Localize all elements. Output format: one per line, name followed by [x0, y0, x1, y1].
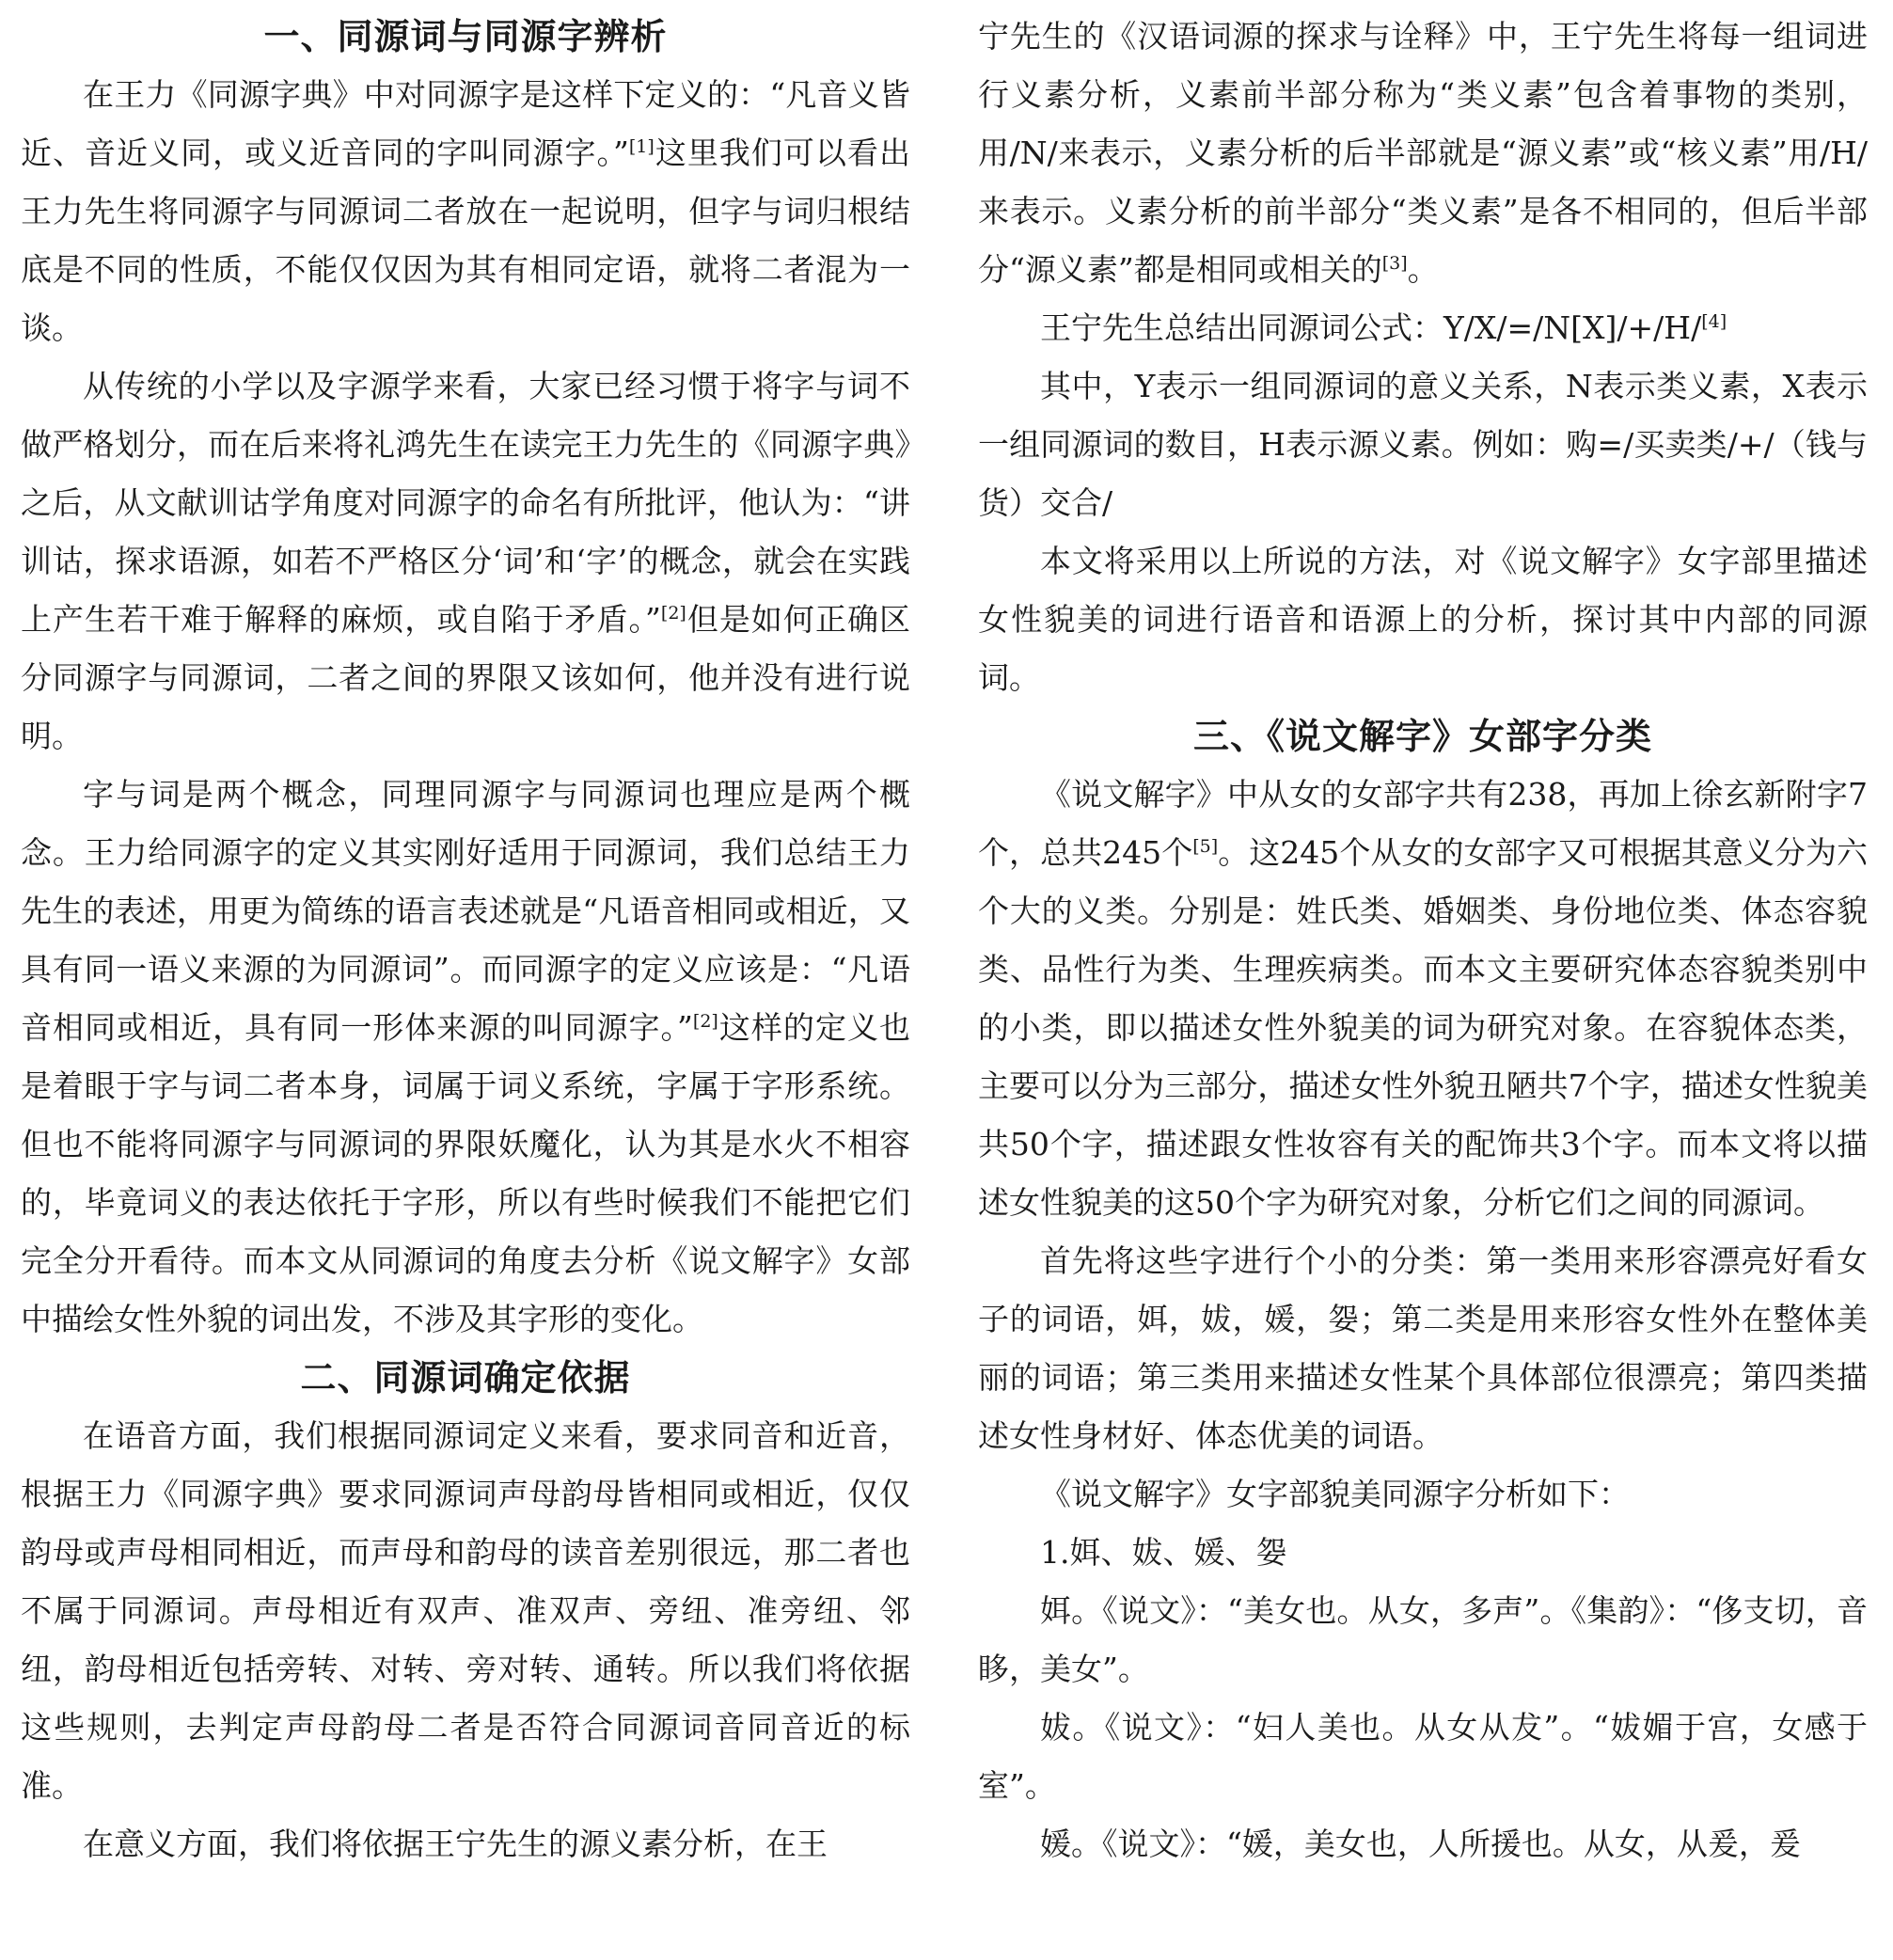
right-column [978, 8, 1868, 1873]
paragraph: 媛。《说文》：“媛，美女也，人所援也。从女，从爰，爰 [1040, 1826, 1801, 1862]
paragraph-text: 这里我们可以看出王力先生将同源字与同源词二者放在一起说明，但字与词归根结底是不同的性质，不能仅仅因为其有相同定语，就将二者混为一谈。 [21, 134, 911, 346]
paragraph [978, 766, 1868, 1232]
paragraph-text: 从传统的小学以及字源学来看，大家已经习惯于将字与词不做严格划分，而在后来将礼鸿先生在读完王力先生的《同源字典》之后，从文献训诂学角度对同源字的命名有所批评，他认为：“讲训诂，探求语源，如若不严格区分‘词’和‘字’的概念，就会在实践上产生若干难于解释的麻烦，或自陷于矛盾。” [21, 368, 910, 638]
paragraph-text: 。 [1407, 251, 1439, 288]
paragraph-text: 《说文解字》中从女的女部字共有238，再加上徐玄新附字7个，总共245个 [978, 776, 1868, 871]
paragraph [21, 766, 910, 1349]
section-heading-2: 二、同源词确定依据 [300, 1357, 631, 1399]
citation-ref: [1] [628, 136, 655, 157]
left-column [21, 8, 910, 1873]
paragraph [978, 8, 1868, 299]
citation-ref: [2] [660, 603, 686, 624]
paragraph [21, 357, 910, 766]
paragraph: 《说文解字》女字部貌美同源字分析如下： [1040, 1476, 1630, 1512]
paragraph-text: 字与词是两个概念，同理同源字与同源词也理应是两个概念。王力给同源字的定义其实刚好适用于同源词，我们总结王力先生的表述，用更为简练的语言表述就是“凡语音相同或相近，又具有同一语义来源的为同源词”。而同源字的定义应该是：“凡语音相同或相近，具有同一形体来源的叫同源字。” [21, 776, 910, 1046]
formula-paragraph [978, 299, 1868, 357]
paragraph [21, 66, 910, 357]
paragraph: 在语音方面，我们根据同源词定义来看，要求同音和近音，根据王力《同源字典》要求同源词声母韵母皆相同或相近，仅仅韵母或声母相同相近，而声母和韵母的读音差别很远，那二者也不属于同源词。声母相近有双声、准双声、旁纽、准旁纽、邻纽，韵母相近包括旁转、对转、旁对转、通转。所以我们将依据这些规则，去判定声母韵母二者是否符合同源词音同音近的标准。 [21, 1417, 910, 1804]
paragraph: 其中，Y表示一组同源词的意义关系，N表示类义素，X表示一组同源词的数目，H表示源义素。例如：购=/买卖类/+/（钱与货）交合/ [978, 368, 1868, 521]
paragraph: 在意义方面，我们将依据王宁先生的源义素分析，在王 [83, 1826, 828, 1862]
paragraph-text: 王宁先生总结出同源词公式：Y/X/=/N[X]/+/H/ [1040, 309, 1702, 346]
section-heading-1: 一、同源词与同源字辨析 [263, 16, 668, 57]
list-heading: 1.㛅、妭、媛、妴 [1040, 1534, 1287, 1571]
paragraph: 本文将采用以上所说的方法，对《说文解字》女字部里描述女性貌美的词进行语音和语源上的分析，探讨其中内部的同源词。 [978, 543, 1868, 696]
paragraph-text: 。这245个从女的女部字又可根据其意义分为六个大的义类。分别是：姓氏类、婚姻类、身份地位类、体态容貌类、品性行为类、生理疾病类。而本文主要研究体态容貌类别中的小类，即以描述女性外貌美的词为研究对象。在容貌体态类，主要可以分为三部分，描述女性外貌丑陋共7个字，描述女性貌美共50个字，描述跟女性妆容有关的配饰共3个字。而本文将以描述女性貌美的这50个字为研究对象，分析它们之间的同源词。 [978, 834, 1868, 1221]
paragraph-text: 在王力《同源字典》中对同源字是这样下定义的：“凡音义皆近、音近义同，或义近音同的字叫同源字。” [21, 76, 910, 171]
citation-ref: [4] [1701, 311, 1727, 332]
paragraph-text: 宁先生的《汉语词源的探求与诠释》中，王宁先生将每一组词进行义素分析，义素前半部分称为“类义素”包含着事物的类别，用/N/来表示，义素分析的后半部就是“源义素”或“核义素”用/H/来表示。义素分析的前半部分“类义素”是各不相同的，但后半部分“源义素”都是相同或相关的 [978, 18, 1868, 288]
paragraph-text: 但是如何正确区分同源字与同源词，二者之间的界限又该如何，他并没有进行说明。 [21, 601, 911, 754]
section-heading-3: 三、《说文解字》女部字分类 [1192, 716, 1652, 757]
paragraph: 妭。《说文》：“妇人美也。从女从犮”。“妭媚于宫，女感于室”。 [978, 1709, 1868, 1804]
citation-ref: [3] [1381, 253, 1408, 274]
citation-ref: [2] [692, 1011, 718, 1032]
paragraph: 首先将这些字进行个小的分类：第一类用来形容漂亮好看女子的词语，㛅，妭，媛，妴；第二类是用来形容女性外在整体美丽的词语；第三类用来描述女性某个具体部位很漂亮；第四类描述女性身材好、体态优美的词语。 [978, 1242, 1868, 1454]
paragraph-text: 这样的定义也是着眼于字与词二者本身，词属于词义系统，字属于字形系统。但也不能将同源字与同源词的界限妖魔化，认为其是水火不相容的，毕竟词义的表达依托于字形，所以有些时候我们不能把它们完全分开看待。而本文从同源词的角度去分析《说文解字》女部中描绘女性外貌的词出发，不涉及其字形的变化。 [21, 1009, 911, 1337]
paragraph: 㛅。《说文》：“美女也。从女，多声”。《集韵》：“侈支切，音眵，美女”。 [978, 1592, 1868, 1687]
citation-ref: [5] [1192, 836, 1219, 857]
